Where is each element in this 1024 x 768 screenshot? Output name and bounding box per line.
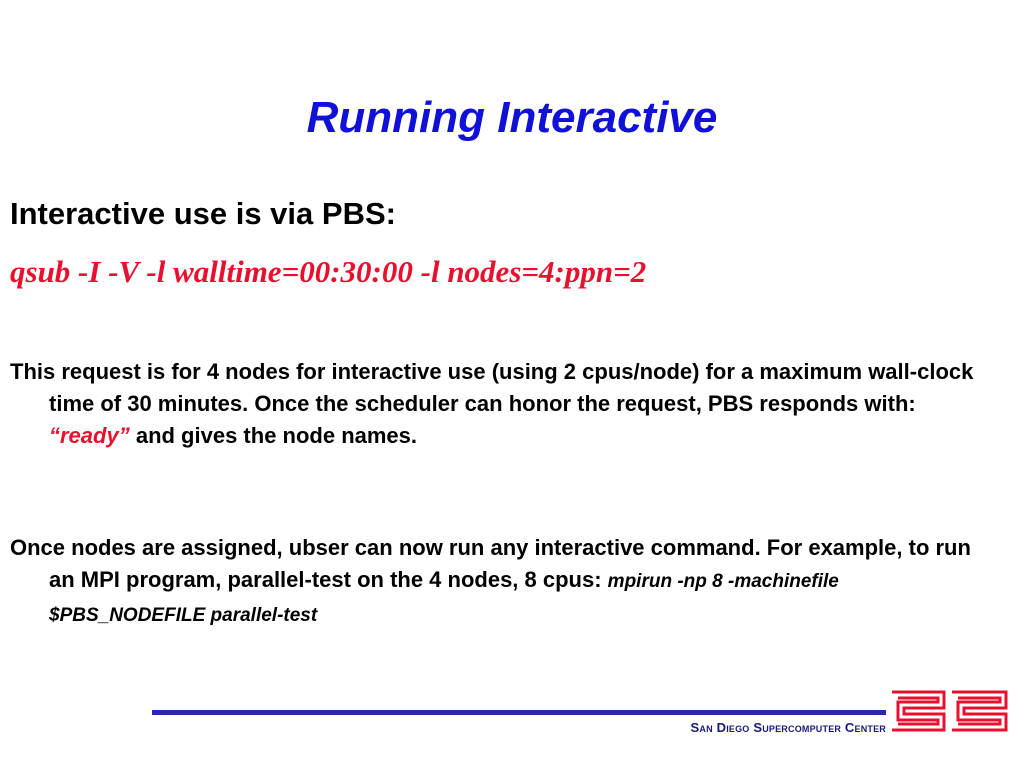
footer-divider xyxy=(152,710,886,715)
mpirun-command: mpirun -np 8 -machinefile $PBS_NODEFILE parallel-test xyxy=(49,571,839,626)
footer-organization: San Diego Supercomputer Center xyxy=(690,720,886,735)
slide-title: Running Interactive xyxy=(306,93,718,142)
paragraph-nodes-text: Once nodes are assigned, ubser can now run any interactive command. For example, to run an MPI program, parallel-test on the 4 nodes, 8 cpus: xyxy=(10,535,971,592)
paragraph-request xyxy=(10,356,1000,452)
sdsc-logo-icon xyxy=(890,688,1008,734)
subheading: Interactive use is via PBS: xyxy=(10,196,396,231)
paragraph-nodes xyxy=(10,532,1000,632)
paragraph-request-text: This request is for 4 nodes for interactive use (using 2 cpus/node) for a maximum wall-clock time of 30 minutes. Once the scheduler can honor the request, PBS responds with: xyxy=(10,359,974,416)
paragraph-request-tail: and gives the node names. xyxy=(129,423,418,448)
ready-keyword: “ready” xyxy=(49,423,130,448)
qsub-command: qsub -I -V -l walltime=00:30:00 -l nodes=4:ppn=2 xyxy=(10,254,647,289)
